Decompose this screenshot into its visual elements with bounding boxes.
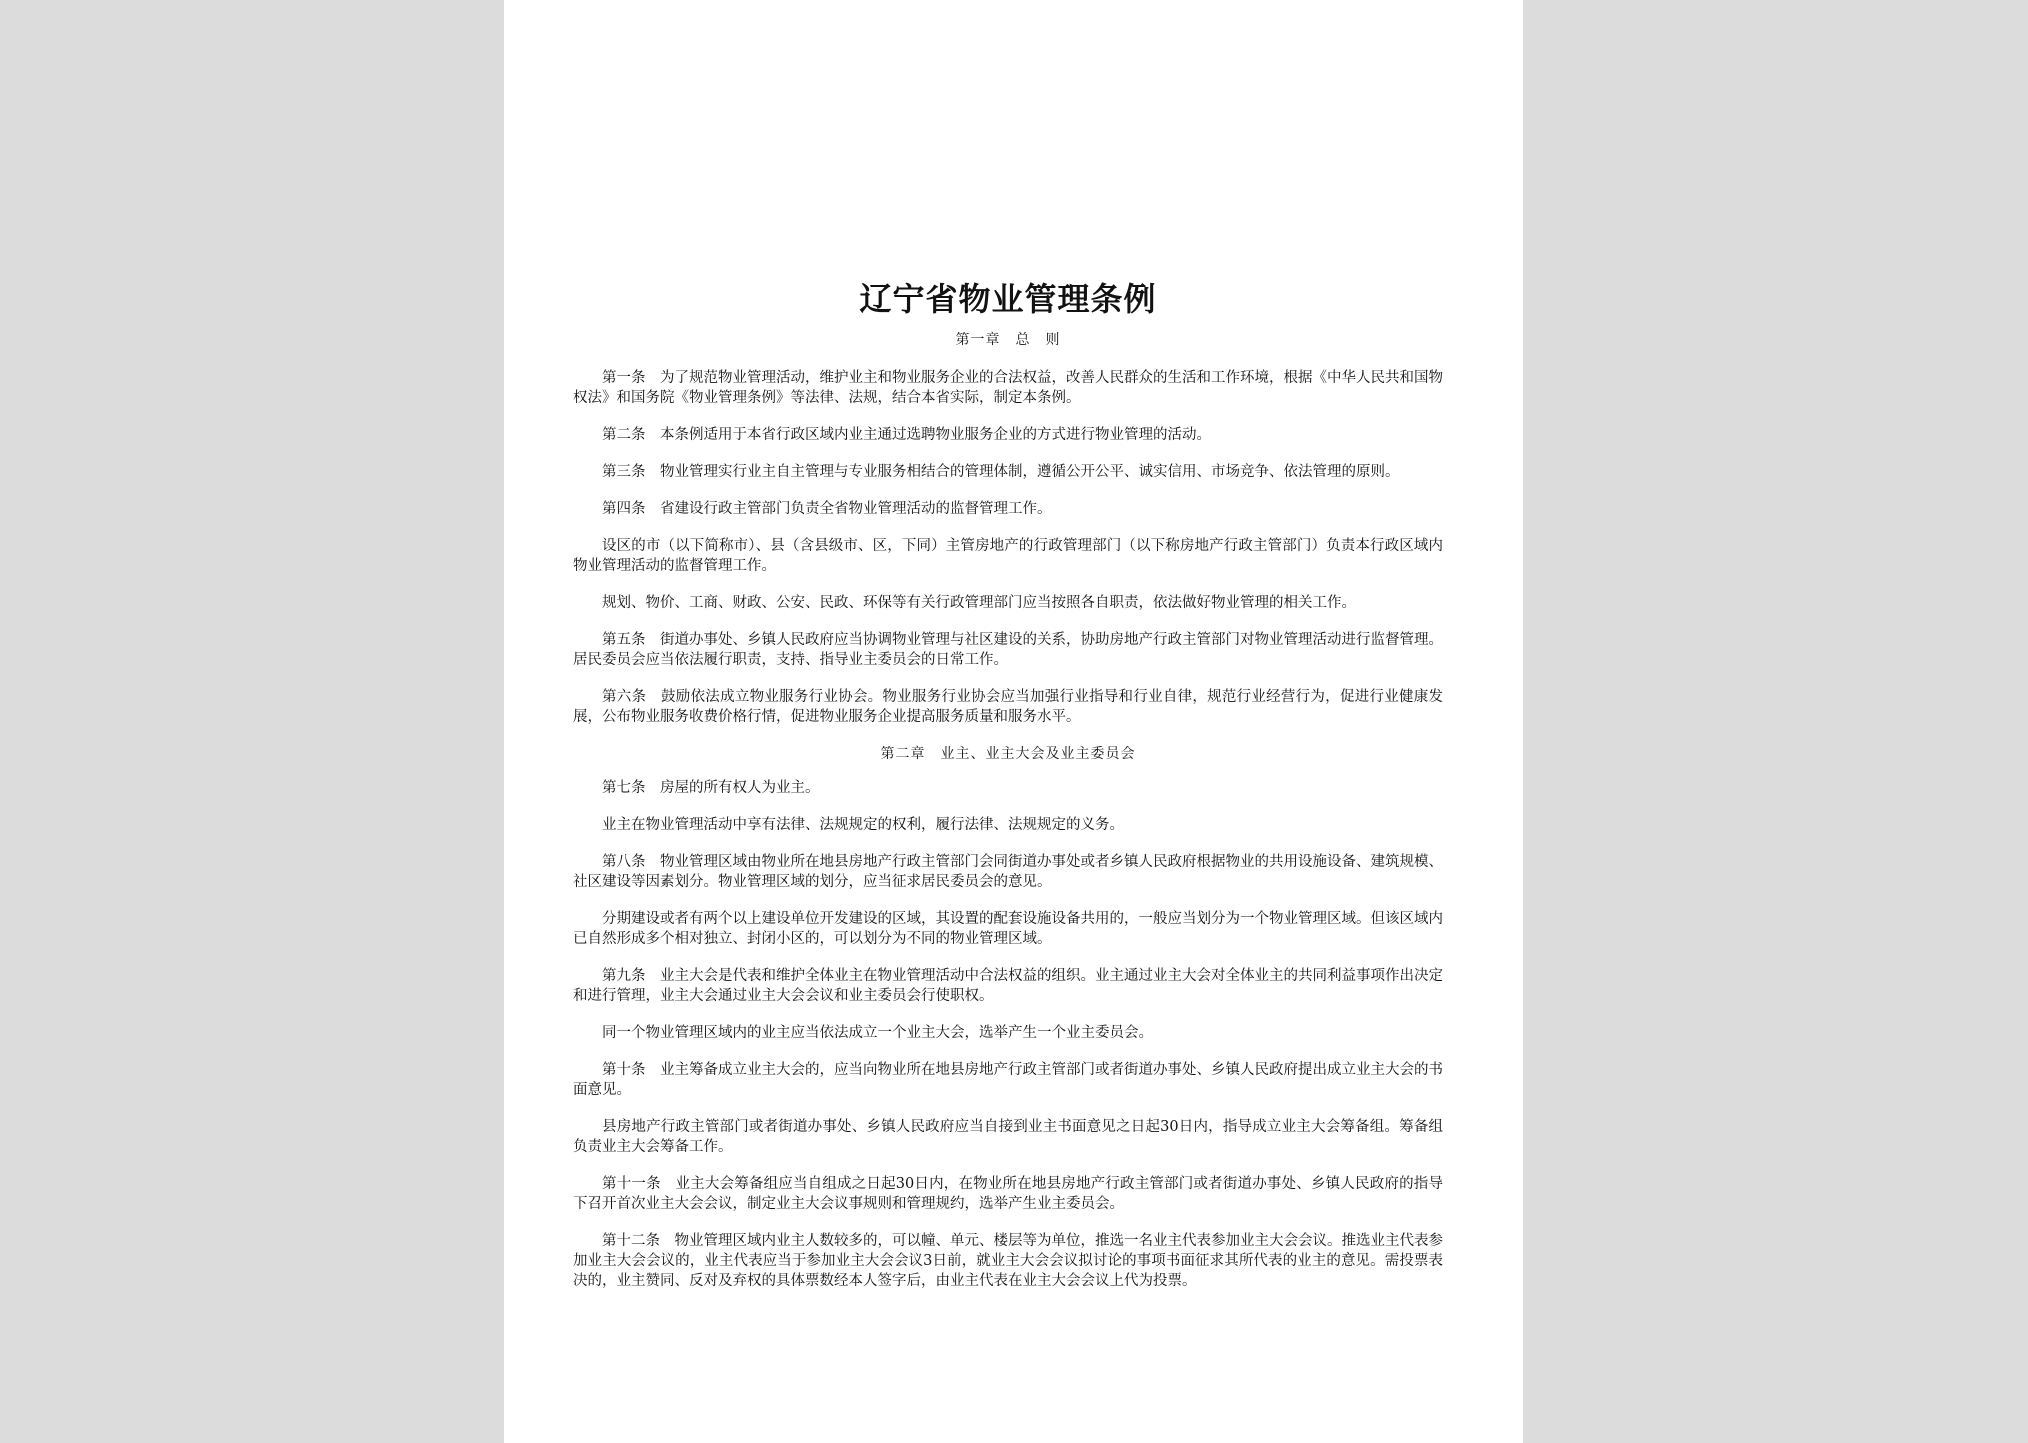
article-9: 第九条 业主大会是代表和维护全体业主在物业管理活动中合法权益的组织。业主通过业主大会对全体业主的共同利益事项作出决定和进行管理，业主大会通过业主大会会议和业主委员会行使职权。 xyxy=(573,968,1443,1004)
chapter-heading-2: 第二章 业主、业主大会及业主委员会 xyxy=(880,746,1136,762)
article-11: 第十一条 业主大会筹备组应当自组成之日起30日内，在物业所在地县房地产行政主管部门或者街道办事处、乡镇人民政府的指导下召开首次业主大会会议，制定业主大会议事规则和管理规约，选举产生业主委员会。 xyxy=(573,1176,1443,1212)
article-4: 第四条 省建设行政主管部门负责全省物业管理活动的监督管理工作。 xyxy=(602,501,1052,517)
article-5: 第五条 街道办事处、乡镇人民政府应当协调物业管理与社区建设的关系，协助房地产行政主管部门对物业管理活动进行监督管理。居民委员会应当依法履行职责，支持、指导业主委员会的日常工作。 xyxy=(573,632,1443,668)
article-8-paragraph-2: 分期建设或者有两个以上建设单位开发建设的区域，其设置的配套设施设备共用的，一般应当划分为一个物业管理区域。但该区域内已自然形成多个相对独立、封闭小区的，可以划分为不同的物业管理区域。 xyxy=(573,911,1443,947)
article-9-paragraph-2: 同一个物业管理区域内的业主应当依法成立一个业主大会，选举产生一个业主委员会。 xyxy=(602,1025,1153,1041)
article-1: 第一条 为了规范物业管理活动，维护业主和物业服务企业的合法权益，改善人民群众的生活和工作环境，根据《中华人民共和国物权法》和国务院《物业管理条例》等法律、法规，结合本省实际，制定本条例。 xyxy=(573,370,1443,406)
article-8: 第八条 物业管理区域由物业所在地县房地产行政主管部门会同街道办事处或者乡镇人民政府根据物业的共用设施设备、建筑规模、社区建设等因素划分。物业管理区域的划分，应当征求居民委员会的意见。 xyxy=(573,854,1443,890)
article-3: 第三条 物业管理实行业主自主管理与专业服务相结合的管理体制，遵循公开公平、诚实信用、市场竞争、依法管理的原则。 xyxy=(602,464,1400,480)
article-4-paragraph-2: 设区的市（以下简称市）、县（含县级市、区，下同）主管房地产的行政管理部门（以下称房地产行政主管部门）负责本行政区域内物业管理活动的监督管理工作。 xyxy=(573,538,1443,574)
article-10-paragraph-2: 县房地产行政主管部门或者街道办事处、乡镇人民政府应当自接到业主书面意见之日起30日内，指导成立业主大会筹备组。筹备组负责业主大会筹备工作。 xyxy=(573,1119,1443,1155)
article-12: 第十二条 物业管理区域内业主人数较多的，可以幢、单元、楼层等为单位，推选一名业主代表参加业主大会会议。推选业主代表参加业主大会会议的，业主代表应当于参加业主大会会议3日前，就业主大会会议拟讨论的事项书面征求其所代表的业主的意见。需投票表决的，业主赞同、反对及弃权的具体票数经本人签字后，由业主代表在业主大会会议上代为投票。 xyxy=(573,1233,1443,1289)
article-10: 第十条 业主筹备成立业主大会的，应当向物业所在地县房地产行政主管部门或者街道办事处、乡镇人民政府提出成立业主大会的书面意见。 xyxy=(573,1062,1443,1098)
article-6: 第六条 鼓励依法成立物业服务行业协会。物业服务行业协会应当加强行业指导和行业自律，规范行业经营行为，促进行业健康发展，公布物业服务收费价格行情，促进物业服务企业提高服务质量和服务水平。 xyxy=(573,689,1443,725)
chapter-heading-1: 第一章 总 则 xyxy=(955,332,1061,348)
article-2: 第二条 本条例适用于本省行政区域内业主通过选聘物业服务企业的方式进行物业管理的活动。 xyxy=(602,427,1211,443)
document-content xyxy=(573,274,1443,1308)
document-page xyxy=(504,0,1523,1443)
article-7: 第七条 房屋的所有权人为业主。 xyxy=(602,780,820,796)
document-title: 辽宁省物业管理条例 xyxy=(859,280,1157,318)
article-4-paragraph-3: 规划、物价、工商、财政、公安、民政、环保等有关行政管理部门应当按照各自职责，依法做好物业管理的相关工作。 xyxy=(602,595,1356,611)
article-7-paragraph-2: 业主在物业管理活动中享有法律、法规规定的权利，履行法律、法规规定的义务。 xyxy=(602,817,1124,833)
